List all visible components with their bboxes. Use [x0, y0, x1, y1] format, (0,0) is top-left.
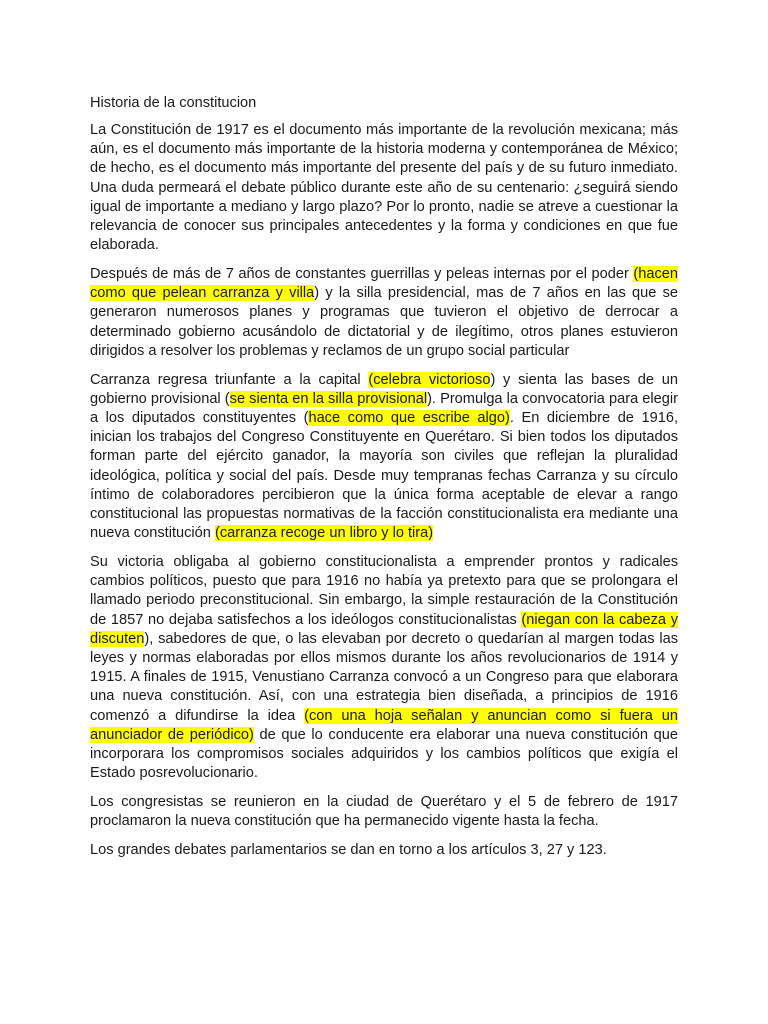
- paragraph-text: de que lo conducente era elaborar una nueva constitución que incorporara los compromisos sociales adquiridos y los cambios políticos que exigía el Estado posrevolucionario.: [90, 726, 678, 782]
- paragraph-2: [90, 265, 678, 361]
- highlighted-stage-direction: (celebra victorioso: [368, 371, 491, 388]
- highlighted-stage-direction: (con una hoja señalan y anuncian como si fuera un anunciador de periódico): [90, 707, 678, 743]
- paragraph-6: [90, 841, 678, 860]
- paragraph-text: ) y sienta las bases de un gobierno provisional (: [90, 371, 678, 407]
- paragraph-5: [90, 793, 678, 831]
- paragraph-1: [90, 121, 678, 255]
- paragraph-text: Carranza regresa triunfante a la capital: [90, 371, 369, 388]
- highlighted-stage-direction: hace como que escribe algo): [308, 410, 510, 427]
- paragraph-text: Su victoria obligaba al gobierno constitucionalista a emprender prontos y radicales cambios políticos, puesto que para 1916 no había ya pretexto para que se prolongara el llamado periodo preconstitucional. Sin embargo, la simple restauración de la Constitución de 1857 no dejaba satisfechos a los ideólogos constitucionalistas: [90, 554, 678, 628]
- highlighted-stage-direction: (niegan con la cabeza y discuten: [90, 611, 679, 647]
- highlighted-stage-direction: (carranza recoge un libro y lo tira): [214, 525, 434, 542]
- paragraph-text: Los grandes debates parlamentarios se dan en torno a los artículos 3, 27 y 123.: [90, 842, 607, 859]
- highlighted-stage-direction: se sienta en la silla provisional: [229, 390, 428, 407]
- paragraph-text: ) y la silla presidencial, mas de 7 años en las que se generaron numerosos planes y programas que tuvieron el objetivo de derrocar a determinado gobierno acusándolo de dictatorial y de ilegítimo, otros planes estuvieron dirigidos a resolver los problemas y reclamos de un grupo social particular: [90, 285, 678, 359]
- paragraph-3: [90, 371, 678, 544]
- paragraph-text: La Constitución de 1917 es el documento más importante de la revolución mexicana; más aún, es el documento más importante de la historia moderna y contemporánea de México; de hecho, es el documento más importante del presente del país y de su futuro inmediato. Una duda permeará el debate público durante este año de su centenario: ¿seguirá siendo igual de importante a mediano y largo plazo? Por lo pronto, nadie se atreve a cuestionar la relevancia de conocer sus principales antecedentes y la forma y condiciones en que fue elaborada.: [90, 122, 678, 254]
- highlighted-stage-direction: (hacen como que pelean carranza y villa: [90, 266, 678, 302]
- paragraph-text: . En diciembre de 1916, inician los trabajos del Congreso Constituyente en Querétaro. Si bien todos los diputados forman parte del ejército ganador, la mayoría son civiles que reflejan la pluralidad ideológica, política y social del país. Desde muy tempranas fechas Carranza y su círculo íntimo de colaboradores percibieron que la única forma aceptable de elevar a rango constitucional las propuestas normativas de la facción constitucionalista era mediante una nueva constitución: [90, 410, 679, 542]
- document-title: Historia de la constitucion: [90, 95, 257, 111]
- paragraph-4: [90, 553, 678, 783]
- document-body: [90, 94, 678, 870]
- paragraph-text: ). Promulga la convocatoria para elegir a los diputados constituyentes (: [90, 390, 678, 427]
- paragraph-text: Después de más de 7 años de constantes guerrillas y peleas internas por el poder: [90, 266, 634, 283]
- paragraph-text: Los congresistas se reunieron en la ciudad de Querétaro y el 5 de febrero de 1917 proclamaron la nueva constitución que ha permanecido vigente hasta la fecha.: [90, 794, 678, 830]
- paragraph-text: ), sabedores de que, o las elevaban por decreto o quedarían al margen todas las leyes y normas elaboradas por ellos mismos durante los años revolucionarios de 1914 y 1915. A finales de 1915, Venustiano Carranza convocó a un Congreso para que elaborara una nueva constitución. Así, con una estrategia bien diseñada, a principios de 1916 comenzó a difundirse la idea: [90, 630, 678, 724]
